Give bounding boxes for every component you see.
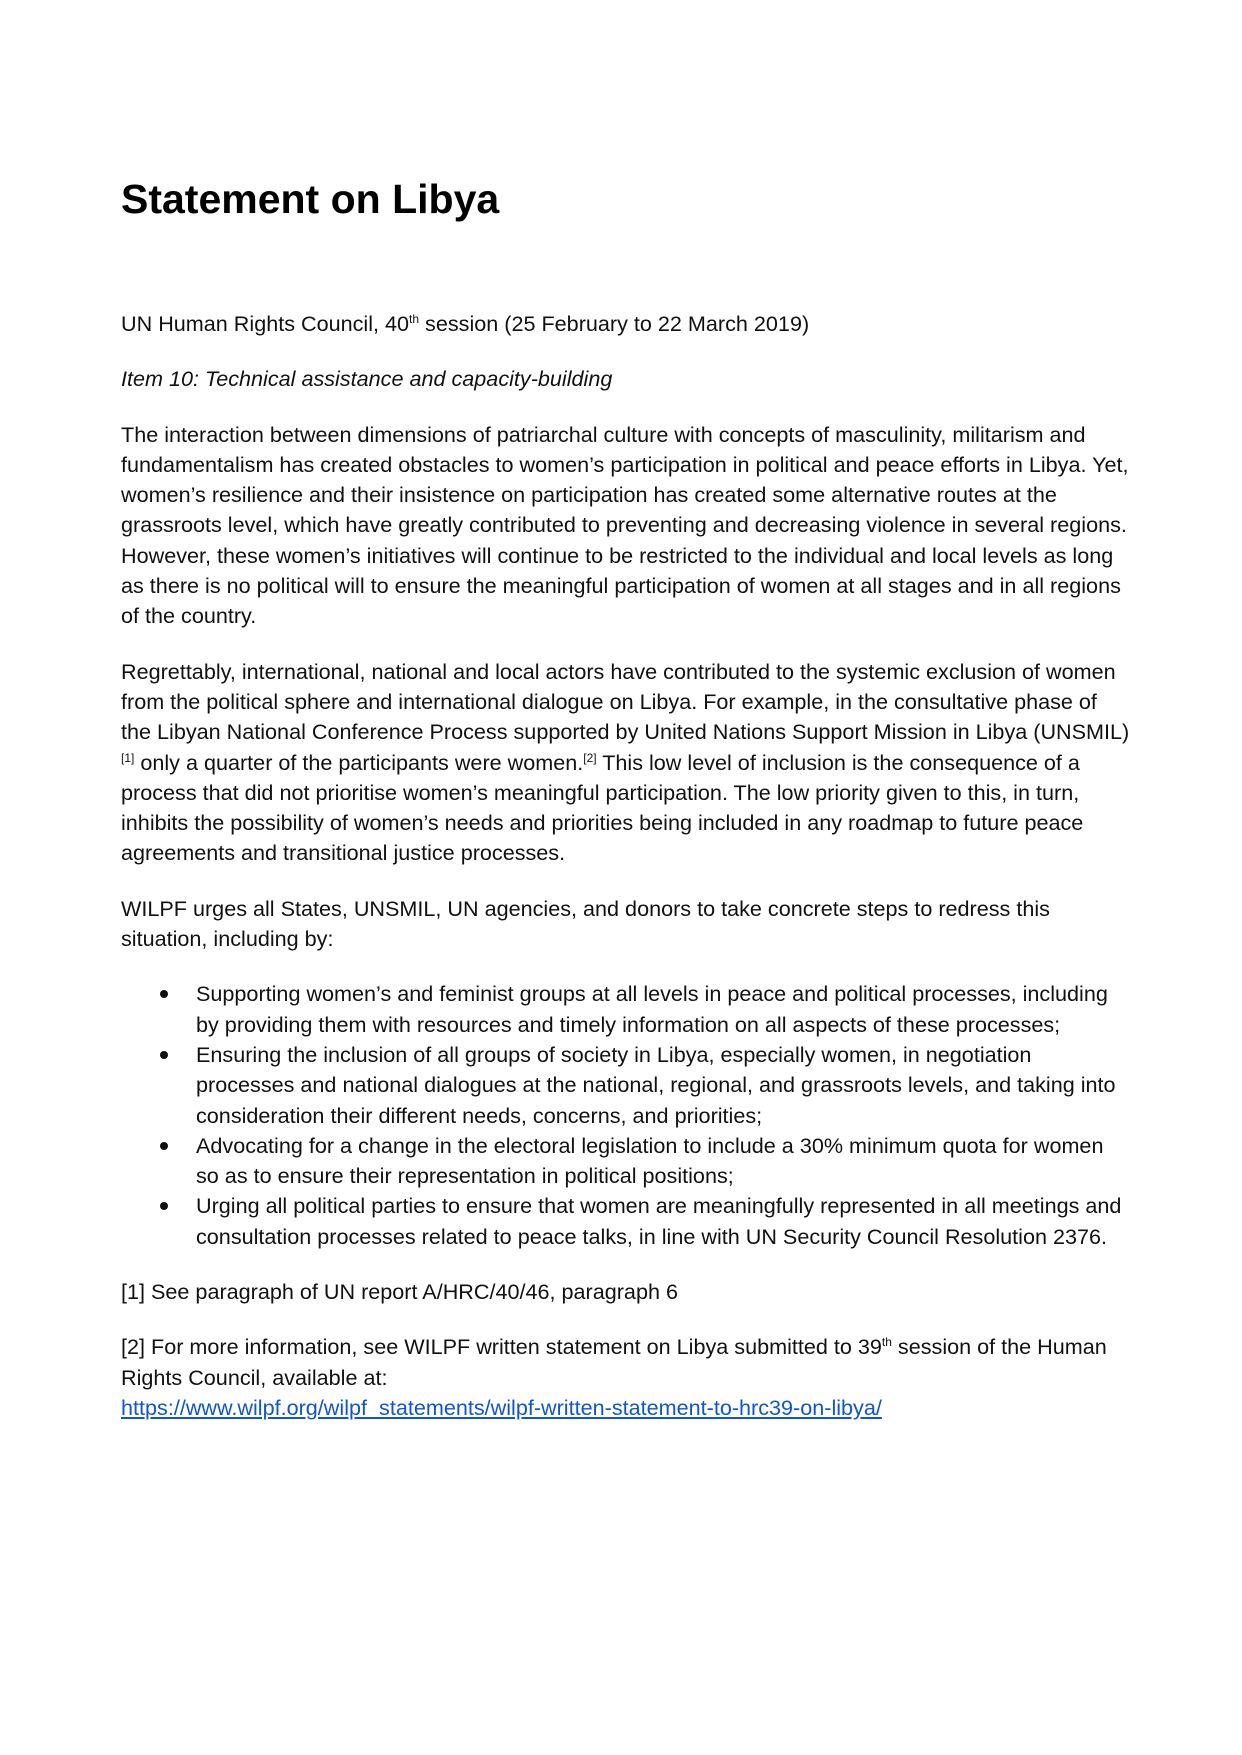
bullet-icon [160,1202,168,1210]
bullet-icon [160,1051,168,1059]
paragraph-2-text: only a quarter of the participants were women. [134,749,584,775]
paragraph-2-text: Regrettably, international, national and local actors have contributed to the systemic exclusion of women from the political sphere and international dialogue on Libya. For example, in the consultative phase of the Libyan National Conference Process supported by United Nations Support Mission in Libya (UNSMIL) [121,658,1130,745]
footnote-2 [121,1332,1131,1423]
footnote-2-text: session of the Human Rights Council, available at: [121,1334,1107,1390]
bullet-icon [160,990,168,998]
list-item-text: Ensuring the inclusion of all groups of society in Libya, especially women, in negotiation processes and national dialogues at the national, regional, and grassroots levels, and taking into consideration their different needs, concerns, and priorities; [196,1041,1116,1128]
ordinal-suffix: th [409,312,420,326]
footnote-2-text: [2] For more information, see WILPF written statement on Libya submitted to 39 [121,1334,882,1360]
paragraph-2-text: This low level of inclusion is the consequence of a process that did not prioritise women’s meaningful participation. The low priority given to this, in turn, inhibits the possibility of women’s needs and priorities being included in any roadmap to future peace agreements and transitional justice processes. [121,749,1084,866]
session-line-prefix: UN Human Rights Council, 40 [121,311,410,336]
recommendations-list [121,979,1131,1252]
ordinal-suffix: th [881,1335,892,1350]
wilpf-statement-link[interactable]: https://www.wilpf.org/wilpf_statements/wilpf-written-statement-to-hrc39-on-libya/ [121,1394,882,1420]
paragraph-1: The interaction between dimensions of patriarchal culture with concepts of masculinity, militarism and fundamentalism has created obstacles to women’s participation in political and peace efforts in Libya. Yet, women’s resilience and their insistence on participation has created some alternative routes at the grassroots level, which have greatly contributed to preventing and decreasing violence in several regions. However, these women’s initiatives will continue to be restricted to the individual and local levels as long as there is no political will to ensure the meaningful participation of women at all stages and in all regions of the country. [121,421,1129,629]
footnote-ref-1[interactable]: [1] [121,750,135,765]
list-item-text: Supporting women’s and feminist groups at all levels in peace and political processes, including by providing them with resources and timely information on all aspects of these processes; [196,981,1108,1037]
document-title: Statement on Libya [121,176,500,222]
list-item-text: Advocating for a change in the electoral legislation to include a 30% minimum quota for women so as to ensure their representation in political positions; [196,1132,1104,1189]
paragraph-2 [121,657,1131,869]
footnote-ref-2[interactable]: [2] [583,750,597,765]
paragraph-3: WILPF urges all States, UNSMIL, UN agencies, and donors to take concrete steps to redress this situation, including by: [121,895,1050,952]
bullet-icon [160,1142,168,1150]
footnote-1: [1] See paragraph of UN report A/HRC/40/46, paragraph 6 [121,1279,678,1305]
session-line [121,309,1131,339]
list-item [196,1131,1131,1192]
list-item [196,1191,1131,1252]
list-item [196,979,1131,1040]
document-body [121,309,1131,1448]
item-heading: Item 10: Technical assistance and capacity-building [121,366,613,392]
list-item-text: Urging all political parties to ensure that women are meaningfully represented in all meetings and consultation processes related to peace talks, in line with UN Security Council Resolution 2376. [196,1193,1122,1249]
session-line-suffix: session (25 February to 22 March 2019) [419,311,810,336]
list-item [196,1040,1131,1131]
